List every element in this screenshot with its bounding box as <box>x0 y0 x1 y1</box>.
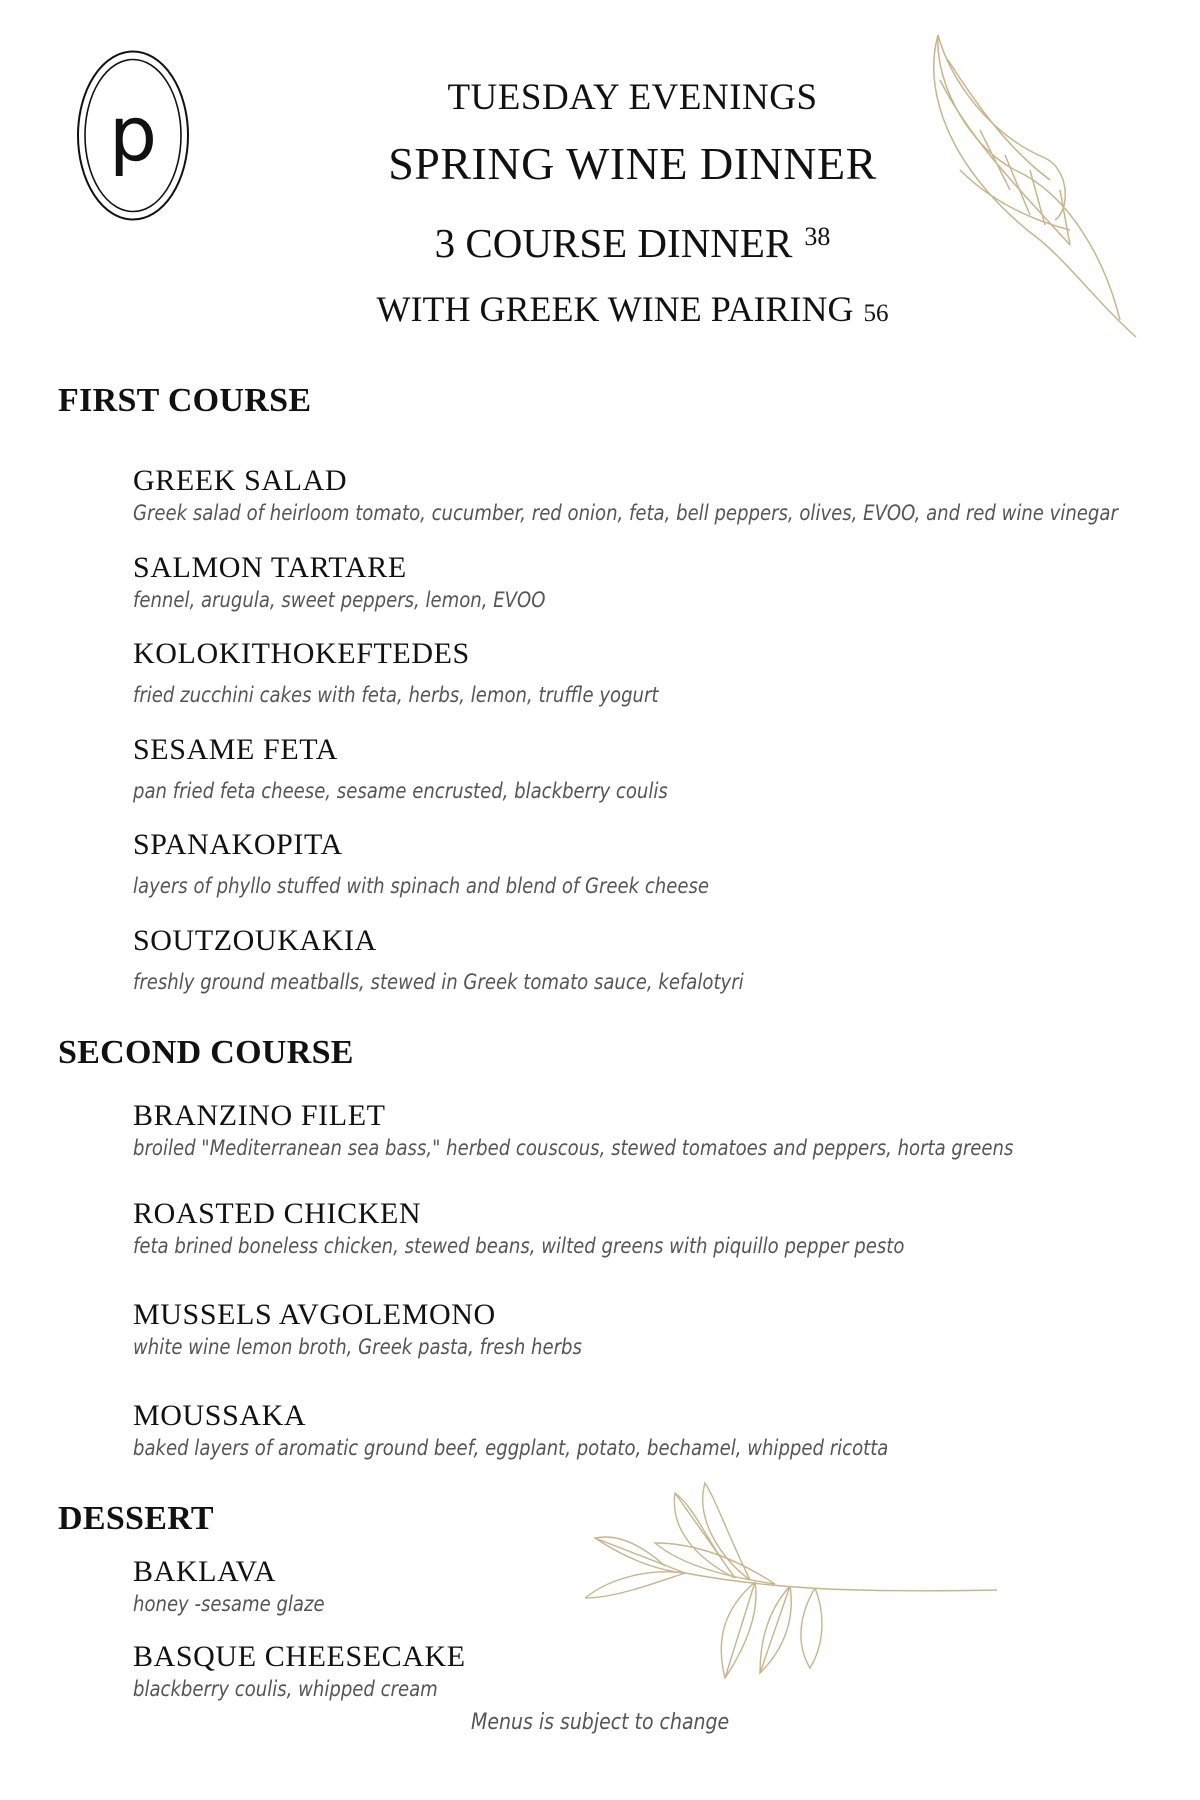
dish-name: SESAME FETA <box>133 733 339 766</box>
dish-name: SALMON TARTARE <box>133 551 407 584</box>
dish-name: MOUSSAKA <box>133 1399 307 1432</box>
olive-branch-icon <box>585 1478 1000 1688</box>
course-dinner-label: 3 COURSE DINNER <box>434 220 793 266</box>
wine-pairing-price: 56 <box>863 300 889 327</box>
header-subtitle: TUESDAY EVENINGS <box>447 77 818 118</box>
dish-description: white wine lemon broth, Greek pasta, fresh herbs <box>133 1335 582 1360</box>
dish-name: MUSSELS AVGOLEMONO <box>133 1298 496 1331</box>
dish-description: fennel, arugula, sweet peppers, lemon, EVOO <box>133 588 546 613</box>
logo-letter: p <box>108 89 158 178</box>
dish-name: ROASTED CHICKEN <box>133 1197 422 1230</box>
dish-name: BASQUE CHEESECAKE <box>133 1640 466 1673</box>
dish-description: honey -sesame glaze <box>133 1592 325 1617</box>
course-dinner-price: 38 <box>804 222 831 251</box>
logo-monogram-icon <box>74 48 192 223</box>
dish-name: KOLOKITHOKEFTEDES <box>133 637 470 670</box>
dish-name: BRANZINO FILET <box>133 1099 386 1132</box>
dish-description: blackberry coulis, whipped cream <box>133 1677 438 1702</box>
dish-name: SOUTZOUKAKIA <box>133 924 377 957</box>
section-title-dessert: DESSERT <box>58 1500 214 1537</box>
dish-description: pan fried feta cheese, sesame encrusted, blackberry coulis <box>133 779 668 804</box>
footer-note-row <box>0 1710 1200 1735</box>
dish-description: Greek salad of heirloom tomato, cucumber, red onion, feta, bell peppers, olives, EVOO, and red wine vinegar <box>133 501 1118 526</box>
dish-name: GREEK SALAD <box>133 464 348 497</box>
section-title-second-course: SECOND COURSE <box>58 1034 354 1071</box>
dish-name: BAKLAVA <box>133 1555 277 1588</box>
dish-description: baked layers of aromatic ground beef, eggplant, potato, bechamel, whipped ricotta <box>133 1436 889 1461</box>
dish-description: fried zucchini cakes with feta, herbs, lemon, truffle yogurt <box>133 683 659 708</box>
page-title: SPRING WINE DINNER <box>388 138 877 189</box>
dish-description: freshly ground meatballs, stewed in Greek tomato sauce, kefalotyri <box>133 970 744 995</box>
dish-description: feta brined boneless chicken, stewed beans, wilted greens with piquillo pepper pesto <box>133 1234 905 1259</box>
section-title-first-course: FIRST COURSE <box>58 382 312 419</box>
dish-description: broiled "Mediterranean sea bass," herbed couscous, stewed tomatoes and peppers, horta greens <box>133 1136 1014 1161</box>
dish-description: layers of phyllo stuffed with spinach and blend of Greek cheese <box>133 874 709 899</box>
wine-pairing-line <box>0 288 1200 330</box>
wine-pairing-label: WITH GREEK WINE PAIRING <box>376 289 854 329</box>
footer-note: Menus is subject to change <box>470 1710 730 1735</box>
course-dinner-line <box>0 219 1200 267</box>
dish-name: SPANAKOPITA <box>133 828 343 861</box>
